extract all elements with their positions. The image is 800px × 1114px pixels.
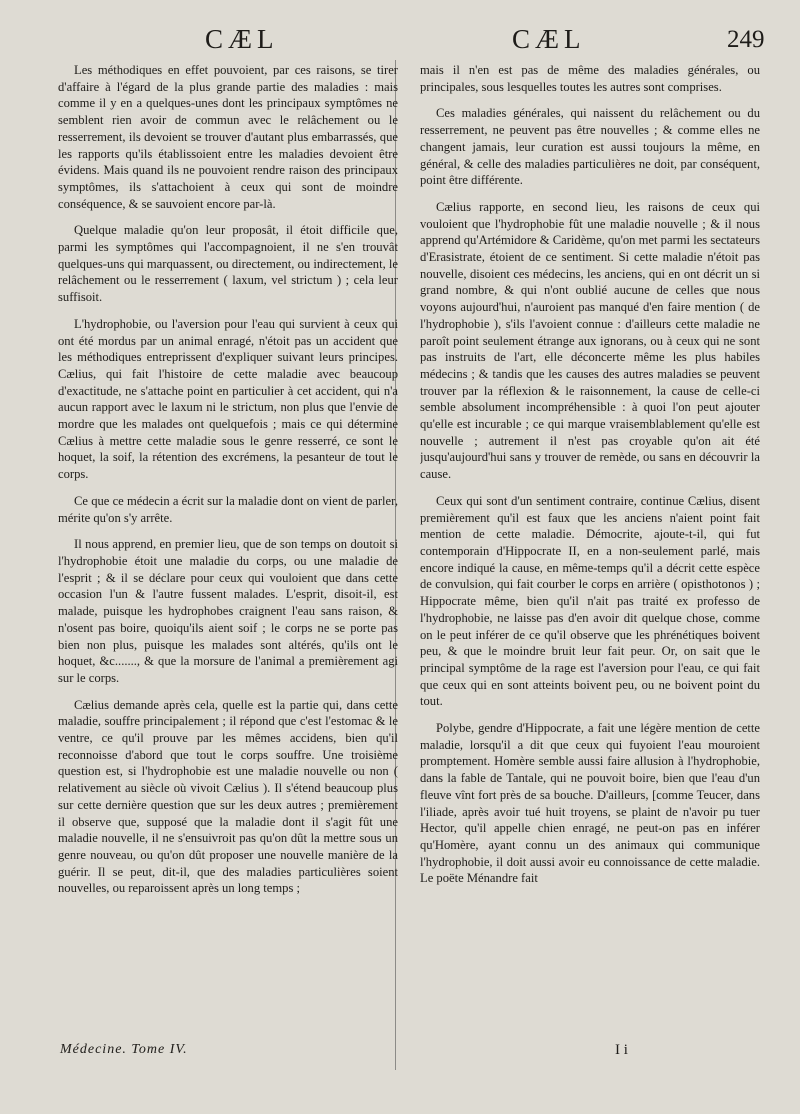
- paragraph: Quelque maladie qu'on leur proposât, il étoit difficile que, parmi les symptômes qui l'accompagnoient, il ne s'en trouvât quelques-uns qui marquassent, ou directement, ou indirectement, le relâchement ou le resserrement ( laxum, vel strictum ) ; cela leur suffisoit.: [58, 223, 398, 305]
- paragraph-continued: mais il n'en est pas de même des maladies générales, ou principales, sous lesquelles toutes les autres sont comprises.: [420, 63, 760, 94]
- paragraph: L'hydrophobie, ou l'aversion pour l'eau qui survient à ceux qui ont été mordus par un animal enragé, n'étoit pas un accident que les méthodiques entreprissent d'expliquer suivant leurs principes. Cælius, qui fait l'histoire de cette maladie avec beaucoup d'exactitude, ne s'attache point en particulier à cet accident, qui n'a aucun rapport avec le laxum ni le strictum, non plus que l'envie de mordre que les malades ont quelquefois ; mais ce qui détermine Cælius à mettre cette maladie sous le genre resserré, ce sont le hoquet, la soif, la rétention des excrémens, la pesanteur de tout le corps.: [58, 316, 398, 482]
- paragraph: Polybe, gendre d'Hippocrate, a fait une légère mention de cette maladie, lorsqu'il a dit que ceux qui fuyoient l'eau mouroient promptement. Homère semble aussi faire allusion à l'hydrophobie, dans la fable de Tantale, qui ne pouvoit boire, bien que l'eau d'un fleuve vînt fort près de sa bouche. D'ailleurs, [comme Teucer, dans l'iliade, après avoir tué huit troyens, se plaint de n'avoir pu tuer Hector, qu'il appelle chien enragé, ne peut-on pas en inférer qu'Homère, ayant connu un des animaux qui communique l'hydrophobie, il doit aussi avoir eu connoissance de cette maladie. Le poëte Ménandre fait: [420, 721, 760, 886]
- paragraph: Ces maladies générales, qui naissent du relâchement ou du resserrement, ne peuvent pas être nouvelles ; & comme elles ne changent jamais, leur curation est aussi toujours la même, en général, & celle des maladies particulières ne doit, par conséquent, point être différente.: [420, 106, 760, 188]
- paragraph: Il nous apprend, en premier lieu, que de son temps on doutoit si l'hydrophobie étoit une maladie du corps, ou une maladie de l'esprit ; & il se déclare pour ceux qui vouloient que dans cette occasion l'un & l'autre fussent malades. L'esprit, disoit-il, est malade, puisque les hydrophobes craignent l'eau sans raison, & n'osent pas boire, quoiqu'ils aient soif ; le corps ne se porte pas bien non plus, puisque les malades sont altérés, qu'ils ont le hoquet, &c......., & que la morsure de l'animal a premièrement agi sur le corps.: [58, 537, 398, 685]
- running-header: [0, 24, 800, 60]
- volume-signature: Médecine. Tome IV.: [60, 1042, 188, 1057]
- left-column: [58, 62, 398, 1072]
- header-title-left: CÆL: [205, 24, 279, 54]
- text-columns: [58, 62, 758, 1072]
- paragraph: Les méthodiques en effet pouvoient, par ces raisons, se tirer d'affaire à l'égard de la plus grande partie des maladies : mais comme il y en a quelques-unes dont les principaux symptômes ne semblent rien avoir de commun avec le relâchement ou le resserrement, ils devoient se trouver d'autant plus embarrassés, que les rapports qu'ils établissoient entre les maladies devoient être évidens. Mais quand ils ne pouvoient rendre raison des principaux symptômes, ils s'attachoient à ceux qui sont de moindre conséquence, & se sauvoient encore par-là.: [58, 63, 398, 211]
- right-column: [420, 62, 760, 1072]
- paragraph: Ce que ce médecin a écrit sur la maladie dont on vient de parler, mérite qu'on s'y arrête.: [58, 493, 398, 525]
- page-number: 249: [727, 26, 765, 53]
- paragraph: Cælius demande après cela, quelle est la partie qui, dans cette maladie, souffre principalement ; il répond que c'est l'estomac & le ventre, ce qu'il prouve par les mêmes accidens, bien qu'il reconnoisse d'abord que tout le corps souffre. Une troisième question est, si l'hydrophobie est une maladie nouvelle ou non ( relativement au siècle où vivoit Cælius ). Il s'étend beaucoup plus sur cette dernière question que sur les deux autres ; premièrement il observe que, supposé que la maladie dont il s'agit fût une maladie nouvelle, il ne s'ensuivroit pas qu'on dût la mettre sous un genre nouveau, ou qu'on dût proposer une nouvelle manière de la guérir. Il se peut, dit-il, que des maladies particulières soient nouvelles, ou reparoissent après un long temps ;: [58, 697, 398, 896]
- page-footer: [0, 1042, 800, 1072]
- header-title-right: CÆL: [512, 24, 586, 54]
- paragraph: Cælius rapporte, en second lieu, les raisons de ceux qui vouloient que l'hydrophobie fût une maladie nouvelle ; & il nous apprend qu'Artémidore & Caridème, qu'on met parmi les sectateurs d'Erasistrate, étoient de ce sentiment. Si cette maladie n'étoit pas nouvelle, disoient ces médecins, les anciens, qui en ont décrit un si grand nombre, & qui n'ont oublié aucune de celles que nous voyons aujourd'hui, n'auroient pas manqué d'en faire mention ( de l'hydrophobie ), s'ils l'avoient connue : d'ailleurs cette maladie ne paroît point seulement étrange aux ignorans, ou à ceux qui ne sont pas instruits de l'art, elle déconcerte même les plus habiles médecins ; & tandis que les causes des autres maladies se peuvent trouver par la réflexion & le raisonnement, la cause de celle-ci semble absolument incompréhensible : à quoi l'on peut ajouter qu'elle est incurable ; ce qui marque vraisemblablement qu'elle est nouvelle ; autrement il n'est pas croyable qu'on ait été jusqu'aujourd'hui sans y trouver de remède, ou sans en découvrir la cause.: [420, 199, 760, 482]
- paragraph: Ceux qui sont d'un sentiment contraire, continue Cælius, disent premièrement qu'il est faux que les anciens n'aient point fait mention de cette maladie. Démocrite, ajoute-t-il, qui fut contemporain d'Hippocrate II, en a non-seulement parlé, mais encore indiqué la cause, en même-temps qu'il a décrit cette espèce de convulsion, qui fait courber le corps en arrière ( opisthotonos ) ; Hippocrate même, bien qu'il n'ait pas traité ex professo de l'hydrophobie, ne laisse pas d'en avoir dit quelque chose, comme on le peut inférer de ce qu'il observe que les phrénétiques boivent peu, & que le moindre bruit leur fait peur. Or, on sait que le principal symptôme de la rage est l'aversion pour l'eau, ce qui fait que ceux qui en sont atteints boivent peu, ou ne boivent point du tout.: [420, 493, 760, 709]
- sheet-mark: I i: [615, 1042, 628, 1058]
